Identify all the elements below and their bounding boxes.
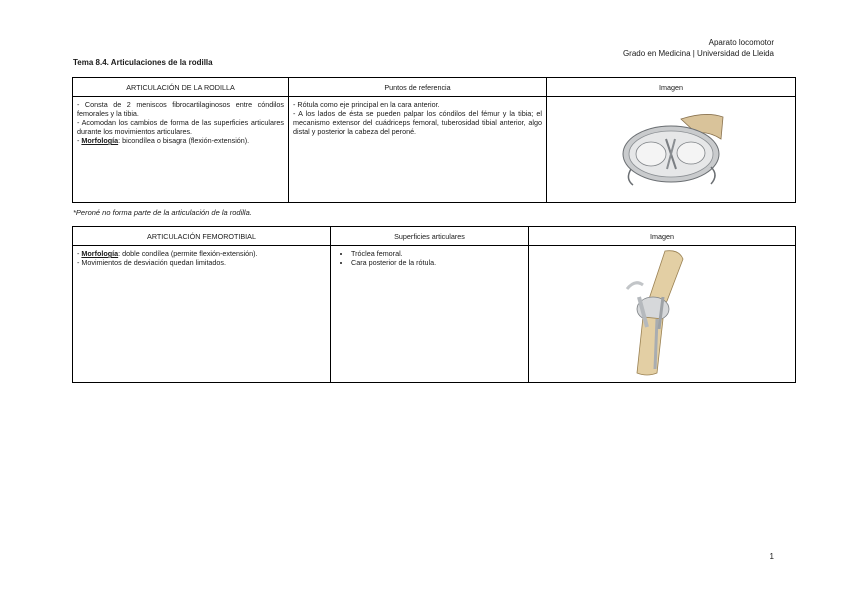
list-item: • Cara posterior de la rótula. <box>351 258 524 267</box>
table2-header-surfaces: Superficies articulares <box>331 227 529 246</box>
femorotibial-table <box>72 226 796 383</box>
knee-description-cell <box>73 97 289 203</box>
document-header <box>623 37 774 59</box>
knee-joint-table <box>72 77 796 203</box>
femorotibial-morphology-line: - Morfología: doble condílea (permite flexión-extensión). <box>77 249 258 258</box>
palpation-text: - A los lados de ésta se pueden palpar los cóndilos del fémur y la tibia; el mecanismo extensor del cuádriceps femoral, tuberosidad tibial anterior, algo distal y posterior la cabeza del peroné. <box>293 109 542 136</box>
surfaces-cell <box>331 246 529 383</box>
table1-header-image: Imagen <box>547 78 796 97</box>
morphology-label: Morfología <box>81 136 119 145</box>
femorotibial-morphology-label: Morfología <box>81 249 119 258</box>
knee-image-cell <box>547 97 796 203</box>
morphology-text: : bicondílea o bisagra (flexión-extensión). <box>118 136 250 145</box>
list-item: • Tróclea femoral. <box>351 249 524 258</box>
patella-text: - Rótula como eje principal en la cara anterior. <box>293 100 440 109</box>
femorotibial-description-cell <box>73 246 331 383</box>
fibula-note: *Peroné no forma parte de la articulación de la rodilla. <box>73 208 252 217</box>
deviation-text: - Movimientos de desviación quedan limitados. <box>77 258 227 267</box>
header-degree: Grado en Medicina | Universidad de Lleida <box>622 49 774 58</box>
morphology-line: - Morfología: bicondílea o bisagra (flexión-extensión). <box>77 136 250 145</box>
accommodation-text: - Acomodan los cambios de forma de las superficies articulares durante los movimientos articulares. <box>77 118 284 136</box>
femorotibial-image-cell <box>529 246 796 383</box>
table1-header-landmarks: Puntos de referencia <box>289 78 547 97</box>
table2-header-image: Imagen <box>529 227 796 246</box>
page-number: 1 <box>769 552 774 561</box>
surfaces-list <box>335 249 524 267</box>
knee-menisci-illustration <box>611 109 731 189</box>
knee-lateral-illustration <box>617 249 707 377</box>
meniscus-text: - Consta de 2 meniscos fibrocartilaginosos entre cóndilos femorales y la tibia. <box>77 100 284 118</box>
table1-header-articulation: ARTICULACIÓN DE LA RODILLA <box>73 78 289 97</box>
table2-header-articulation: ARTICULACIÓN FEMOROTIBIAL <box>73 227 331 246</box>
landmarks-cell <box>289 97 547 203</box>
topic-title: Tema 8.4. Articulaciones de la rodilla <box>73 58 213 67</box>
femorotibial-morphology-text: : doble condílea (permite flexión-extensión). <box>118 249 258 258</box>
header-subject: Aparato locomotor <box>708 38 774 47</box>
